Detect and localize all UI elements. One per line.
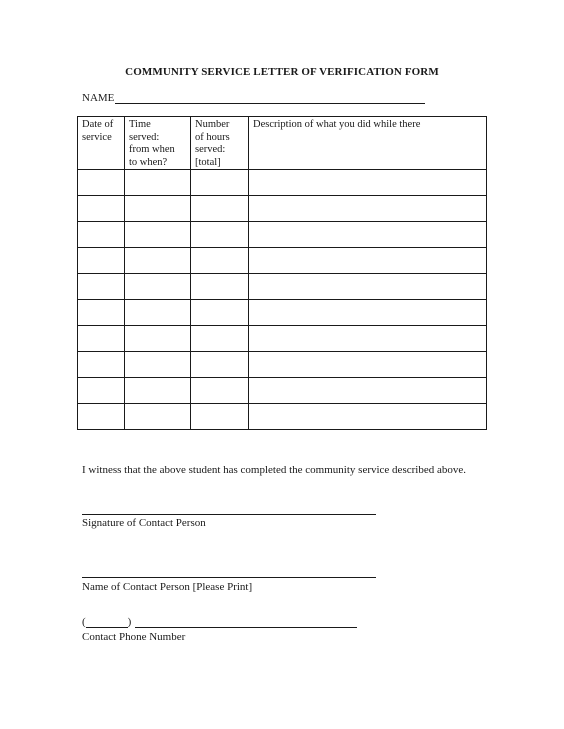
header-time-served: Time served: from when to when? bbox=[125, 117, 191, 170]
signature-blank[interactable] bbox=[82, 514, 376, 515]
phone-open-paren: ( bbox=[82, 616, 86, 628]
contact-name-blank[interactable] bbox=[82, 577, 376, 578]
table-row bbox=[78, 352, 487, 378]
hours-cell[interactable] bbox=[191, 170, 249, 196]
header-number-of-hours: Number of hours served: [total] bbox=[191, 117, 249, 170]
time-cell[interactable] bbox=[125, 248, 191, 274]
date-cell[interactable] bbox=[78, 404, 125, 430]
hours-cell[interactable] bbox=[191, 274, 249, 300]
table-row bbox=[78, 326, 487, 352]
time-cell[interactable] bbox=[125, 404, 191, 430]
description-cell[interactable] bbox=[249, 300, 487, 326]
hours-cell[interactable] bbox=[191, 378, 249, 404]
date-cell[interactable] bbox=[78, 196, 125, 222]
table-body bbox=[78, 170, 487, 430]
student-name-line bbox=[82, 92, 425, 104]
signature-label: Signature of Contact Person bbox=[82, 517, 206, 529]
phone-number-blank[interactable] bbox=[135, 616, 357, 628]
description-cell[interactable] bbox=[249, 326, 487, 352]
table-row bbox=[78, 248, 487, 274]
description-cell[interactable] bbox=[249, 352, 487, 378]
phone-close-paren: ) bbox=[127, 616, 132, 628]
table-row bbox=[78, 378, 487, 404]
table-row bbox=[78, 196, 487, 222]
form-title: COMMUNITY SERVICE LETTER OF VERIFICATION FORM bbox=[125, 66, 439, 78]
date-cell[interactable] bbox=[78, 378, 125, 404]
time-cell[interactable] bbox=[125, 274, 191, 300]
table-row bbox=[78, 170, 487, 196]
date-cell[interactable] bbox=[78, 274, 125, 300]
description-cell[interactable] bbox=[249, 196, 487, 222]
hours-cell[interactable] bbox=[191, 326, 249, 352]
time-cell[interactable] bbox=[125, 222, 191, 248]
hours-cell[interactable] bbox=[191, 222, 249, 248]
phone-number-line bbox=[82, 616, 357, 628]
time-cell[interactable] bbox=[125, 378, 191, 404]
service-log-table bbox=[77, 116, 487, 430]
time-cell[interactable] bbox=[125, 196, 191, 222]
table-row bbox=[78, 404, 487, 430]
table-row bbox=[78, 274, 487, 300]
date-cell[interactable] bbox=[78, 248, 125, 274]
phone-label: Contact Phone Number bbox=[82, 631, 186, 643]
description-cell[interactable] bbox=[249, 248, 487, 274]
name-blank[interactable] bbox=[115, 92, 425, 104]
area-code-blank[interactable] bbox=[86, 616, 128, 628]
date-cell[interactable] bbox=[78, 222, 125, 248]
name-label: NAME bbox=[82, 92, 115, 104]
header-date-of-service: Date of service bbox=[78, 117, 125, 170]
table-header-row bbox=[78, 117, 487, 170]
date-cell[interactable] bbox=[78, 300, 125, 326]
table-row bbox=[78, 222, 487, 248]
description-cell[interactable] bbox=[249, 170, 487, 196]
witness-statement: I witness that the above student has completed the community service described above. bbox=[82, 464, 466, 476]
hours-cell[interactable] bbox=[191, 248, 249, 274]
hours-cell[interactable] bbox=[191, 196, 249, 222]
table-row bbox=[78, 300, 487, 326]
hours-cell[interactable] bbox=[191, 404, 249, 430]
contact-name-label: Name of Contact Person [Please Print] bbox=[82, 581, 253, 593]
header-description: Description of what you did while there bbox=[249, 117, 487, 170]
time-cell[interactable] bbox=[125, 300, 191, 326]
description-cell[interactable] bbox=[249, 378, 487, 404]
description-cell[interactable] bbox=[249, 222, 487, 248]
hours-cell[interactable] bbox=[191, 300, 249, 326]
date-cell[interactable] bbox=[78, 352, 125, 378]
hours-cell[interactable] bbox=[191, 352, 249, 378]
date-cell[interactable] bbox=[78, 170, 125, 196]
time-cell[interactable] bbox=[125, 326, 191, 352]
time-cell[interactable] bbox=[125, 352, 191, 378]
description-cell[interactable] bbox=[249, 274, 487, 300]
time-cell[interactable] bbox=[125, 170, 191, 196]
date-cell[interactable] bbox=[78, 326, 125, 352]
description-cell[interactable] bbox=[249, 404, 487, 430]
